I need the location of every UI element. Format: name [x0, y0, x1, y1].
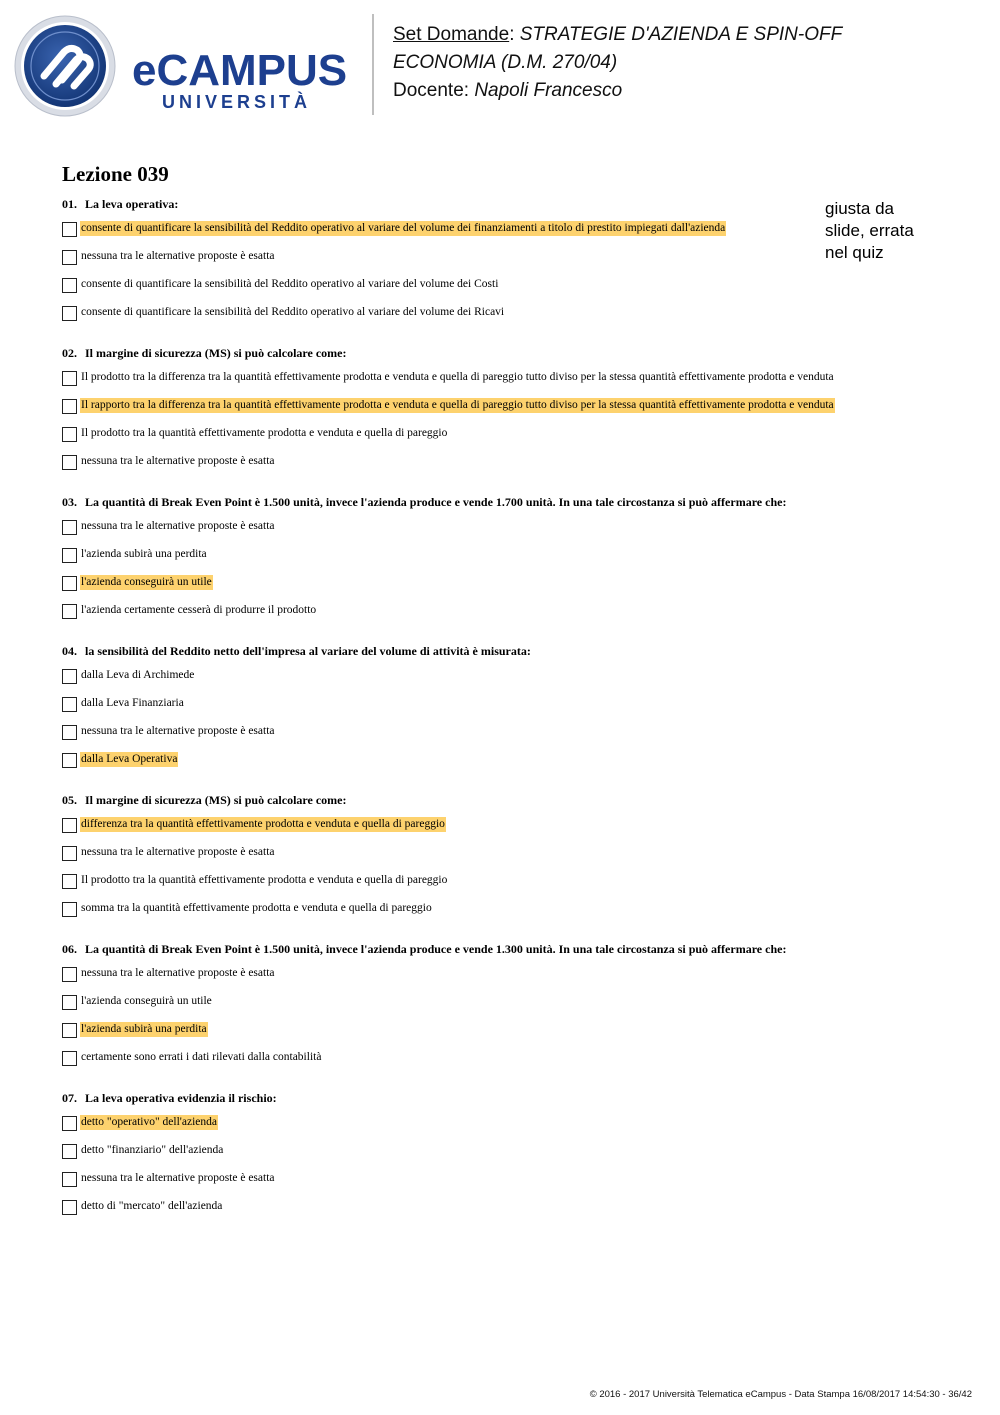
question-number: 05.: [62, 793, 77, 807]
question: [62, 346, 962, 482]
question: [62, 644, 962, 780]
question-text: la sensibilità del Reddito netto dell'impresa al variare del volume di attività è misurata:: [85, 644, 531, 658]
answer-checkbox[interactable]: [62, 846, 77, 861]
answer-text: detto di "mercato" dell'azienda: [81, 1200, 223, 1212]
answer-text-highlighted: detto "operativo" dell'azienda: [81, 1116, 217, 1128]
question-text: La leva operativa:: [85, 197, 179, 211]
answer-text: dalla Leva Finanziaria: [81, 697, 184, 709]
answer-option[interactable]: [62, 426, 962, 454]
answer-checkbox[interactable]: [62, 1144, 77, 1159]
answer-text: consente di quantificare la sensibilità del Reddito operativo al variare del volume dei Ricavi: [81, 306, 505, 318]
answer-text: consente di quantificare la sensibilità del Reddito operativo al variare del volume dei Costi: [81, 278, 499, 290]
answer-text: detto "finanziario" dell'azienda: [81, 1144, 224, 1156]
answer-option[interactable]: [62, 519, 962, 547]
teacher-name: Napoli Francesco: [474, 80, 623, 101]
answer-checkbox[interactable]: [62, 874, 77, 889]
teacher-line: [393, 77, 842, 105]
answer-checkbox[interactable]: [62, 548, 77, 563]
course-line-1: [393, 21, 842, 49]
answer-option[interactable]: [62, 603, 962, 631]
answer-text: dalla Leva di Archimede: [81, 669, 195, 681]
set-sep: :: [509, 24, 515, 45]
question-number: 07.: [62, 1091, 77, 1105]
question-number: 02.: [62, 346, 77, 360]
side-note-line: giusta da: [825, 199, 894, 218]
answer-checkbox[interactable]: [62, 371, 77, 386]
question-text: Il margine di sicurezza (MS) si può calcolare come:: [85, 793, 347, 807]
answer-option[interactable]: [62, 994, 962, 1022]
answer-option[interactable]: [62, 1171, 962, 1199]
question-title: [62, 346, 962, 361]
answer-checkbox[interactable]: [62, 604, 77, 619]
answer-checkbox[interactable]: [62, 520, 77, 535]
lesson-title: Lezione 039: [62, 162, 169, 186]
answer-checkbox[interactable]: [62, 455, 77, 470]
answer-text: somma tra la quantità effettivamente prodotta e venduta e quella di pareggio: [81, 902, 432, 914]
answer-checkbox[interactable]: [62, 399, 77, 414]
question: [62, 793, 962, 929]
question: [62, 197, 962, 333]
answer-text: nessuna tra le alternative proposte è esatta: [81, 455, 275, 467]
question-title: [62, 644, 962, 659]
answer-checkbox[interactable]: [62, 1116, 77, 1131]
answer-option[interactable]: [62, 1199, 962, 1227]
answer-option[interactable]: [62, 873, 962, 901]
logo-brand-text: eCAMPUS: [132, 46, 348, 95]
answer-option[interactable]: [62, 249, 962, 277]
answer-option[interactable]: [62, 575, 962, 603]
course-title-2: ECONOMIA (D.M. 270/04): [393, 52, 618, 73]
answer-option[interactable]: [62, 1022, 962, 1050]
question-title: [62, 942, 962, 957]
course-line-2: [393, 49, 842, 77]
answer-checkbox[interactable]: [62, 967, 77, 982]
page-footer: © 2016 - 2017 Università Telematica eCampus - Data Stampa 16/08/2017 14:54:30 - 36/42: [589, 1389, 972, 1400]
answer-option[interactable]: [62, 370, 962, 398]
answer-checkbox[interactable]: [62, 697, 77, 712]
answer-checkbox[interactable]: [62, 902, 77, 917]
answer-text: nessuna tra le alternative proposte è esatta: [81, 520, 275, 532]
answer-text: Il prodotto tra la quantità effettivamente prodotta e venduta e quella di pareggio: [81, 427, 448, 439]
answer-checkbox[interactable]: [62, 1200, 77, 1215]
answer-text-highlighted: Il rapporto tra la differenza tra la quantità effettivamente prodotta e venduta e quella di pareggio tutto diviso per la stessa quantità effettivamente prodotta e venduta: [81, 399, 834, 411]
ecampus-logo: [14, 14, 359, 118]
question: [62, 942, 962, 1078]
answer-text-highlighted: l'azienda conseguirà un utile: [81, 576, 212, 588]
answer-option[interactable]: [62, 668, 962, 696]
page-header: [0, 0, 1000, 130]
answer-checkbox[interactable]: [62, 1172, 77, 1187]
answer-checkbox[interactable]: [62, 725, 77, 740]
question-text: La quantità di Break Even Point è 1.500 unità, invece l'azienda produce e vende 1.300 unità. In una tale circostanza si può affermare che:: [85, 942, 787, 956]
answer-option[interactable]: [62, 1115, 962, 1143]
question-title: [62, 1091, 962, 1106]
question-number: 01.: [62, 197, 77, 211]
answer-checkbox[interactable]: [62, 222, 77, 237]
answer-option[interactable]: [62, 1143, 962, 1171]
answer-text: Il prodotto tra la quantità effettivamente prodotta e venduta e quella di pareggio: [81, 874, 448, 886]
question-title: [62, 793, 962, 808]
teacher-label: Docente:: [393, 80, 470, 101]
answer-text: nessuna tra le alternative proposte è esatta: [81, 1172, 275, 1184]
answer-option[interactable]: [62, 966, 962, 994]
answer-checkbox[interactable]: [62, 427, 77, 442]
answer-option[interactable]: [62, 1050, 962, 1078]
answer-checkbox[interactable]: [62, 753, 77, 768]
answer-text-highlighted: dalla Leva Operativa: [81, 753, 178, 765]
logo-sub-text: UNIVERSITÀ: [162, 92, 312, 112]
question-list: [62, 197, 962, 1240]
answer-checkbox[interactable]: [62, 250, 77, 265]
answer-option[interactable]: [62, 305, 962, 333]
side-note-line: nel quiz: [825, 243, 884, 262]
answer-text: nessuna tra le alternative proposte è esatta: [81, 250, 275, 262]
answer-text: l'azienda subirà una perdita: [81, 548, 207, 560]
answer-option[interactable]: [62, 752, 962, 780]
header-divider: [372, 14, 374, 115]
answer-option[interactable]: [62, 817, 962, 845]
answer-text: certamente sono errati i dati rilevati dalla contabilità: [81, 1051, 322, 1063]
answer-checkbox[interactable]: [62, 576, 77, 591]
answer-checkbox[interactable]: [62, 306, 77, 321]
answer-checkbox[interactable]: [62, 995, 77, 1010]
answer-text: Il prodotto tra la differenza tra la quantità effettivamente prodotta e venduta e quella di pareggio tutto diviso per la stessa quantità effettivamente prodotta e venduta: [81, 371, 834, 383]
answer-text-highlighted: consente di quantificare la sensibilità del Reddito operativo al variare del volume dei finanziamenti a titolo di prestito impiegati dall'azienda: [81, 222, 726, 234]
question-title: [62, 197, 962, 212]
answer-option[interactable]: [62, 454, 962, 482]
set-label: Set Domande: [393, 24, 510, 45]
question-title: [62, 495, 962, 510]
answer-checkbox[interactable]: [62, 818, 77, 833]
answer-checkbox[interactable]: [62, 1051, 77, 1066]
question-text: La leva operativa evidenzia il rischio:: [85, 1091, 277, 1105]
answer-option[interactable]: [62, 547, 962, 575]
answer-checkbox[interactable]: [62, 1023, 77, 1038]
question: [62, 495, 962, 631]
question-number: 03.: [62, 495, 77, 509]
answer-option[interactable]: [62, 696, 962, 724]
answer-text: nessuna tra le alternative proposte è esatta: [81, 725, 275, 737]
course-title-1: STRATEGIE D'AZIENDA E SPIN-OFF: [519, 24, 843, 45]
answer-option[interactable]: [62, 221, 962, 249]
answer-text-highlighted: l'azienda subirà una perdita: [81, 1023, 207, 1035]
answer-checkbox[interactable]: [62, 669, 77, 684]
answer-checkbox[interactable]: [62, 278, 77, 293]
header-info: [393, 21, 842, 105]
answer-text: nessuna tra le alternative proposte è esatta: [81, 846, 275, 858]
answer-text-highlighted: differenza tra la quantità effettivamente prodotta e venduta e quella di pareggio: [81, 818, 445, 830]
answer-option[interactable]: [62, 277, 962, 305]
question-text: La quantità di Break Even Point è 1.500 unità, invece l'azienda produce e vende 1.700 unità. In una tale circostanza si può affermare che:: [85, 495, 787, 509]
answer-text: l'azienda certamente cesserà di produrre il prodotto: [81, 604, 317, 616]
answer-text: nessuna tra le alternative proposte è esatta: [81, 967, 275, 979]
question-number: 04.: [62, 644, 77, 658]
answer-option[interactable]: [62, 724, 962, 752]
question-text: Il margine di sicurezza (MS) si può calcolare come:: [85, 346, 347, 360]
answer-option[interactable]: [62, 398, 962, 426]
side-note-line: slide, errata: [825, 221, 914, 240]
answer-text: l'azienda conseguirà un utile: [81, 995, 212, 1007]
question: [62, 1091, 962, 1227]
answer-option[interactable]: [62, 845, 962, 873]
question-number: 06.: [62, 942, 77, 956]
answer-option[interactable]: [62, 901, 962, 929]
